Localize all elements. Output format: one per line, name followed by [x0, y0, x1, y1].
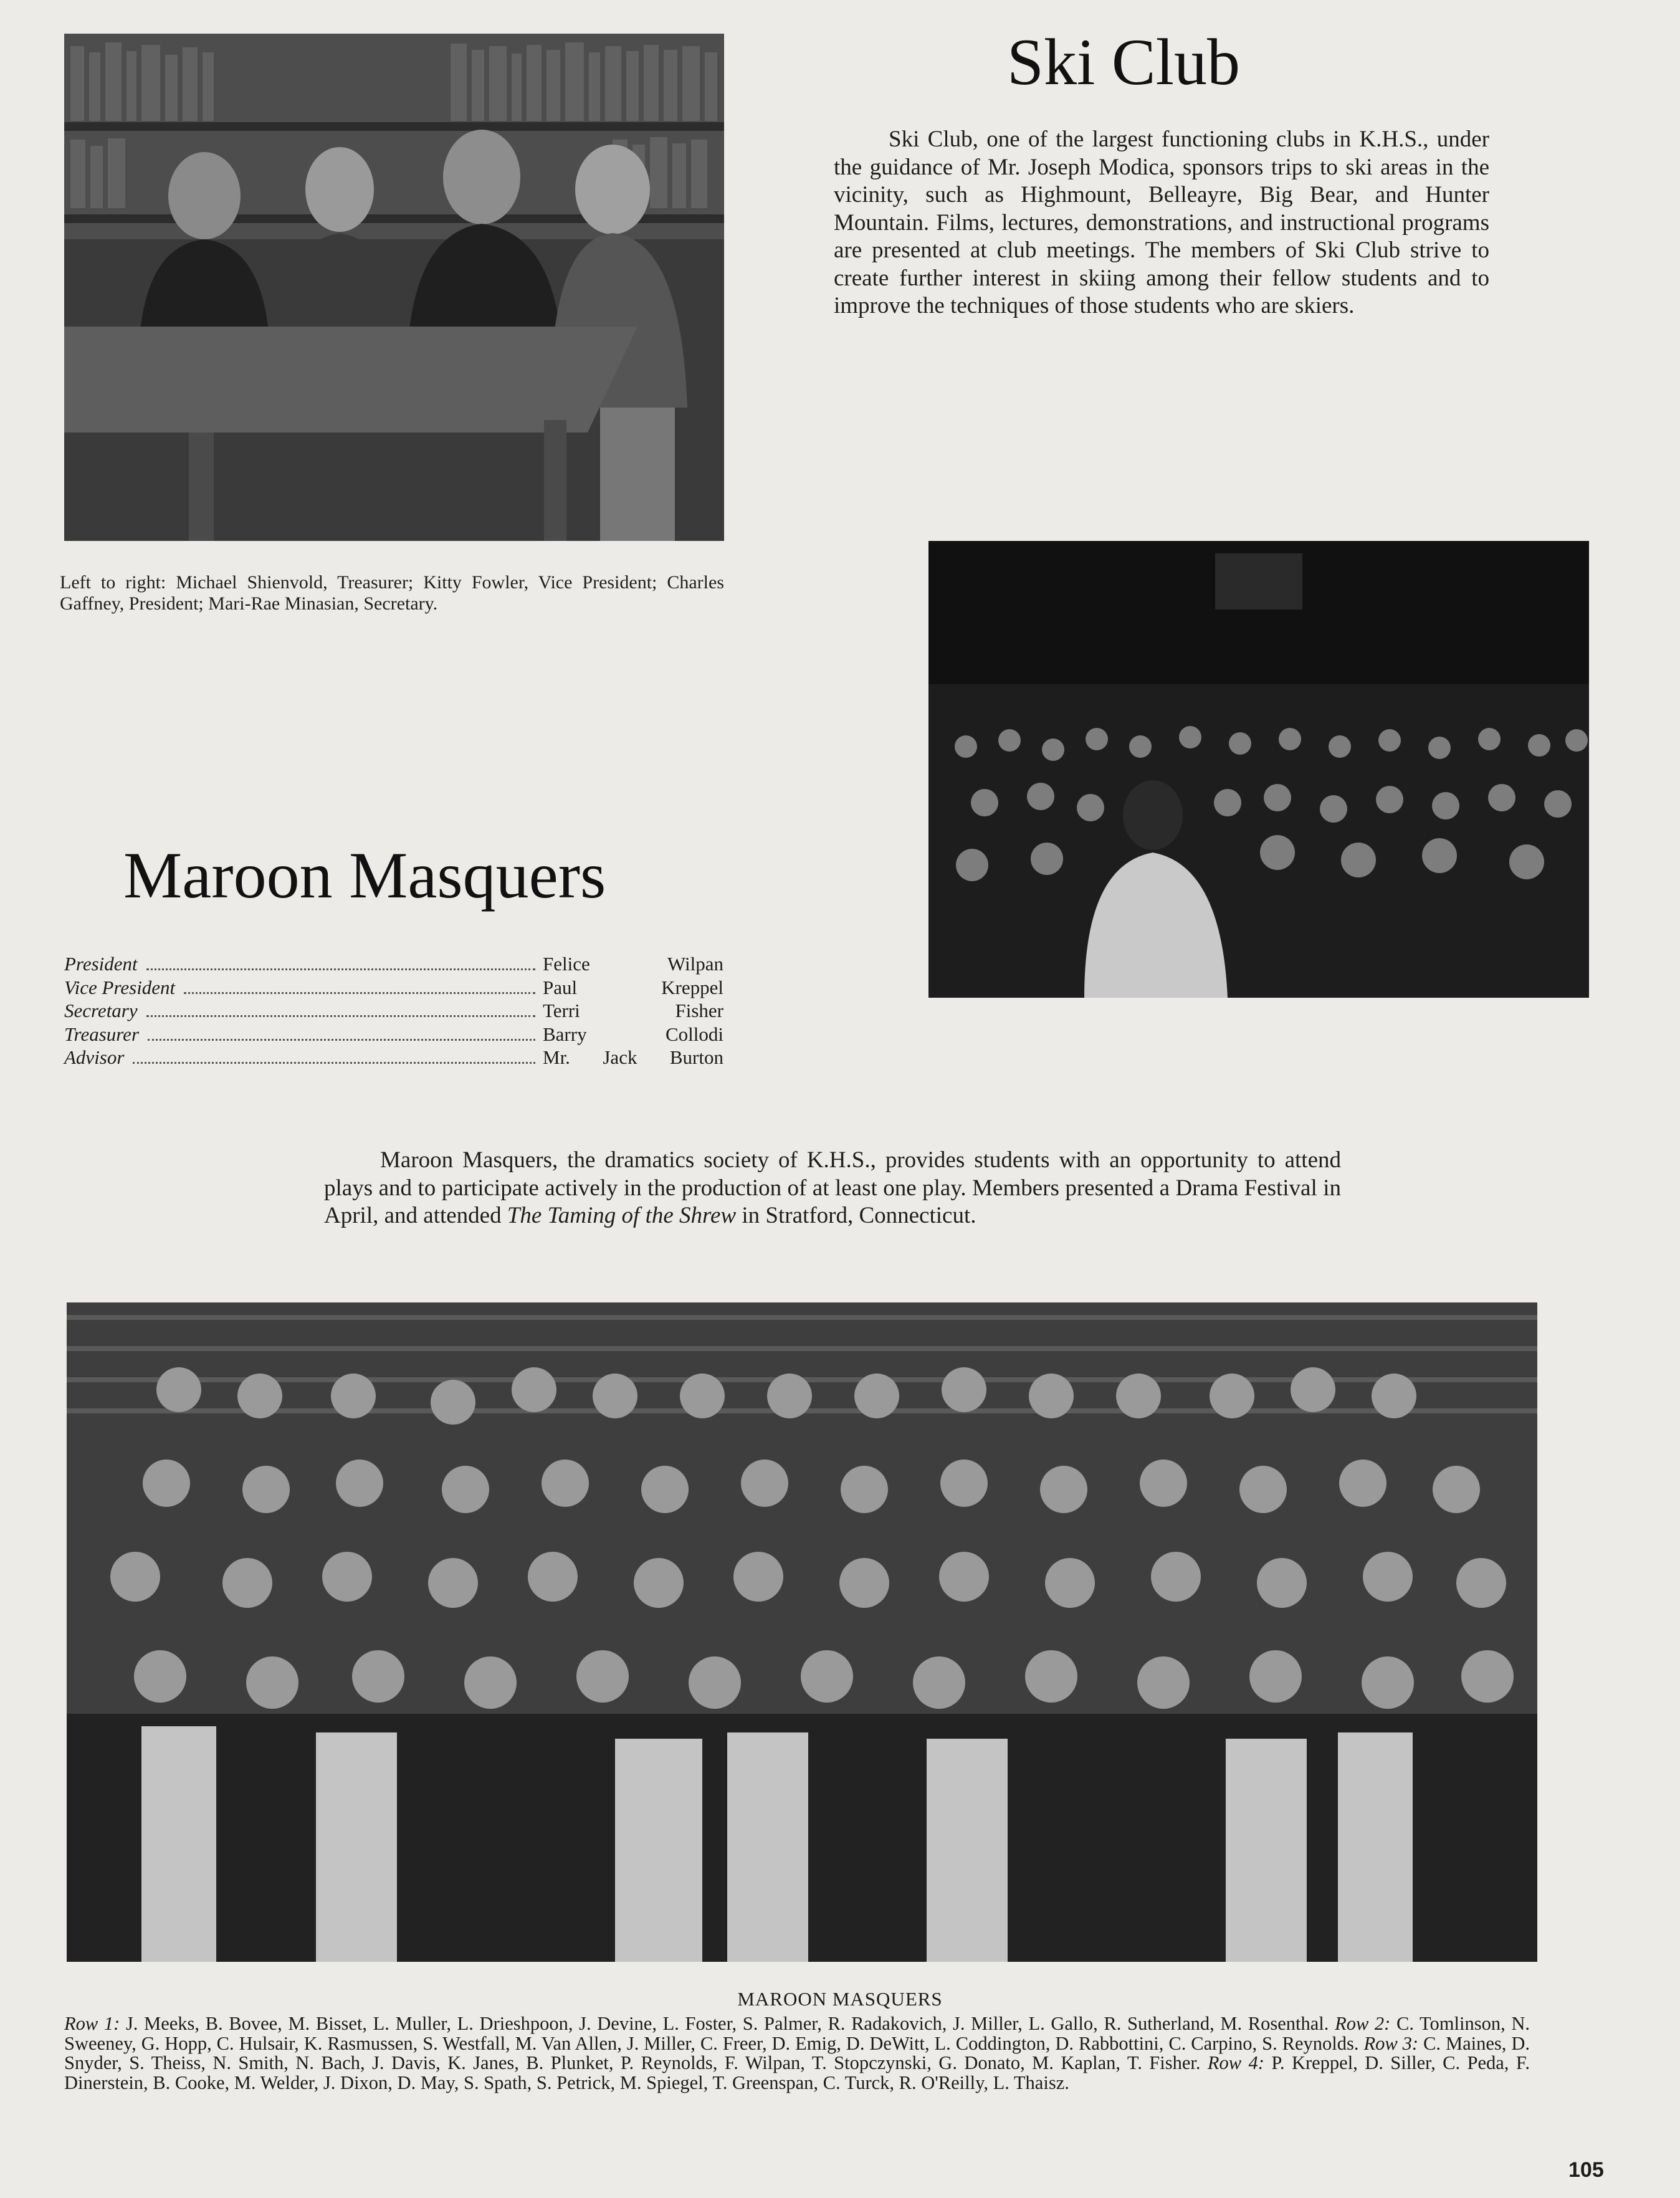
- officer-row-president: [64, 952, 723, 976]
- ski-club-officers-caption: Left to right: Michael Shienvold, Treasurer; Kitty Fowler, Vice President; Charles Gaffney, President; Mari-Rae Minasian, Secretary.: [60, 572, 724, 614]
- description-text-end: in Stratford, Connecticut.: [736, 1203, 976, 1228]
- group-photo-names: [64, 2014, 1530, 2093]
- officer-row-vice-president: [64, 976, 723, 1000]
- row-2-label: Row 2:: [1335, 2013, 1391, 2034]
- maroon-masquers-description: [324, 1147, 1341, 1230]
- officer-name: Barry Collodi: [543, 1023, 723, 1045]
- ski-club-description: Ski Club, one of the largest functioning clubs in K.H.S., under the guidance of Mr. Joseph Modica, sponsors trips to ski areas in the vicinity, such as Highmount, Belleayre, Big Bear, and Hunter Mountain. Films, lectures, demonstrations, and instructional programs are presented at club meetings. The members of Ski Club strive to create further interest in skiing among their fellow students and to improve the techniques of those students who are skiers.: [834, 127, 1489, 318]
- maroon-masquers-officers: [64, 952, 723, 1069]
- officer-row-advisor: [64, 1046, 723, 1069]
- leader-dots: [146, 1015, 535, 1017]
- officer-role: Advisor: [64, 1046, 125, 1068]
- officer-row-treasurer: [64, 1023, 723, 1046]
- officer-name: Terri Fisher: [543, 1000, 723, 1021]
- ski-club-meeting-photo: [928, 541, 1589, 998]
- officer-role: Vice President: [64, 976, 176, 998]
- row-4-label: Row 4:: [1207, 2052, 1264, 2073]
- row-3-names: C. Maines, D. Snyder, S. Theiss, N. Smith, N. Bach, J. Davis, K. Janes, B. Plunket, P. Reynolds, F. Wilpan, T. Stopczynski, G. Donato, M. Kaplan, T. Fisher.: [64, 2032, 1530, 2073]
- row-3-label: Row 3:: [1363, 2032, 1419, 2054]
- leader-dots: [133, 1062, 535, 1064]
- maroon-masquers-heading: Maroon Masquers: [123, 839, 606, 912]
- play-title: The Taming of the Shrew: [507, 1203, 737, 1228]
- officer-role: Secretary: [64, 1000, 138, 1021]
- leader-dots: [146, 968, 535, 970]
- officer-name: Paul Kreppel: [543, 976, 723, 998]
- maroon-masquers-group-photo: [67, 1302, 1537, 1962]
- group-photo-title: MAROON MASQUERS: [737, 1988, 943, 2010]
- officer-row-secretary: [64, 999, 723, 1023]
- row-1-label: Row 1:: [64, 2013, 120, 2034]
- page-number: 105: [1568, 2158, 1604, 2182]
- leader-dots: [148, 1039, 535, 1041]
- ski-club-heading: Ski Club: [1007, 26, 1241, 98]
- officer-name: Felice Wilpan: [543, 953, 723, 975]
- description-text: Maroon Masquers, the dramatics society of K.H.S., provides students with an opportunity to attend plays and to participate actively in the production of at least one play. Members presented a Drama Festival in April, and attended: [324, 1147, 1341, 1228]
- row-4-names: P. Kreppel, D. Siller, C. Peda, F. Dinerstein, B. Cooke, M. Welder, J. Dixon, D. May, S. Spath, S. Petrick, M. Spiegel, T. Greenspan, C. Turck, R. O'Reilly, L. Thaisz.: [64, 2052, 1530, 2093]
- leader-dots: [184, 992, 535, 994]
- row-1-names: J. Meeks, B. Bovee, M. Bisset, L. Muller, L. Drieshpoon, J. Devine, L. Foster, S. Palmer, R. Radakovich, J. Miller, L. Gallo, R. Sutherland, M. Rosenthal.: [125, 2013, 1329, 2034]
- officer-name: Mr. Jack Burton: [543, 1046, 723, 1068]
- officer-role: President: [64, 953, 138, 975]
- officer-role: Treasurer: [64, 1023, 140, 1045]
- ski-club-officers-photo: [64, 34, 724, 541]
- row-2-names: C. Tomlinson, N. Sweeney, G. Hopp, C. Hulsair, K. Rasmussen, S. Westfall, M. Van Allen, J. Miller, C. Freer, D. Emig, D. DeWitt, L. Coddington, D. Rabbottini, C. Carpino, S. Reynolds.: [64, 2013, 1530, 2054]
